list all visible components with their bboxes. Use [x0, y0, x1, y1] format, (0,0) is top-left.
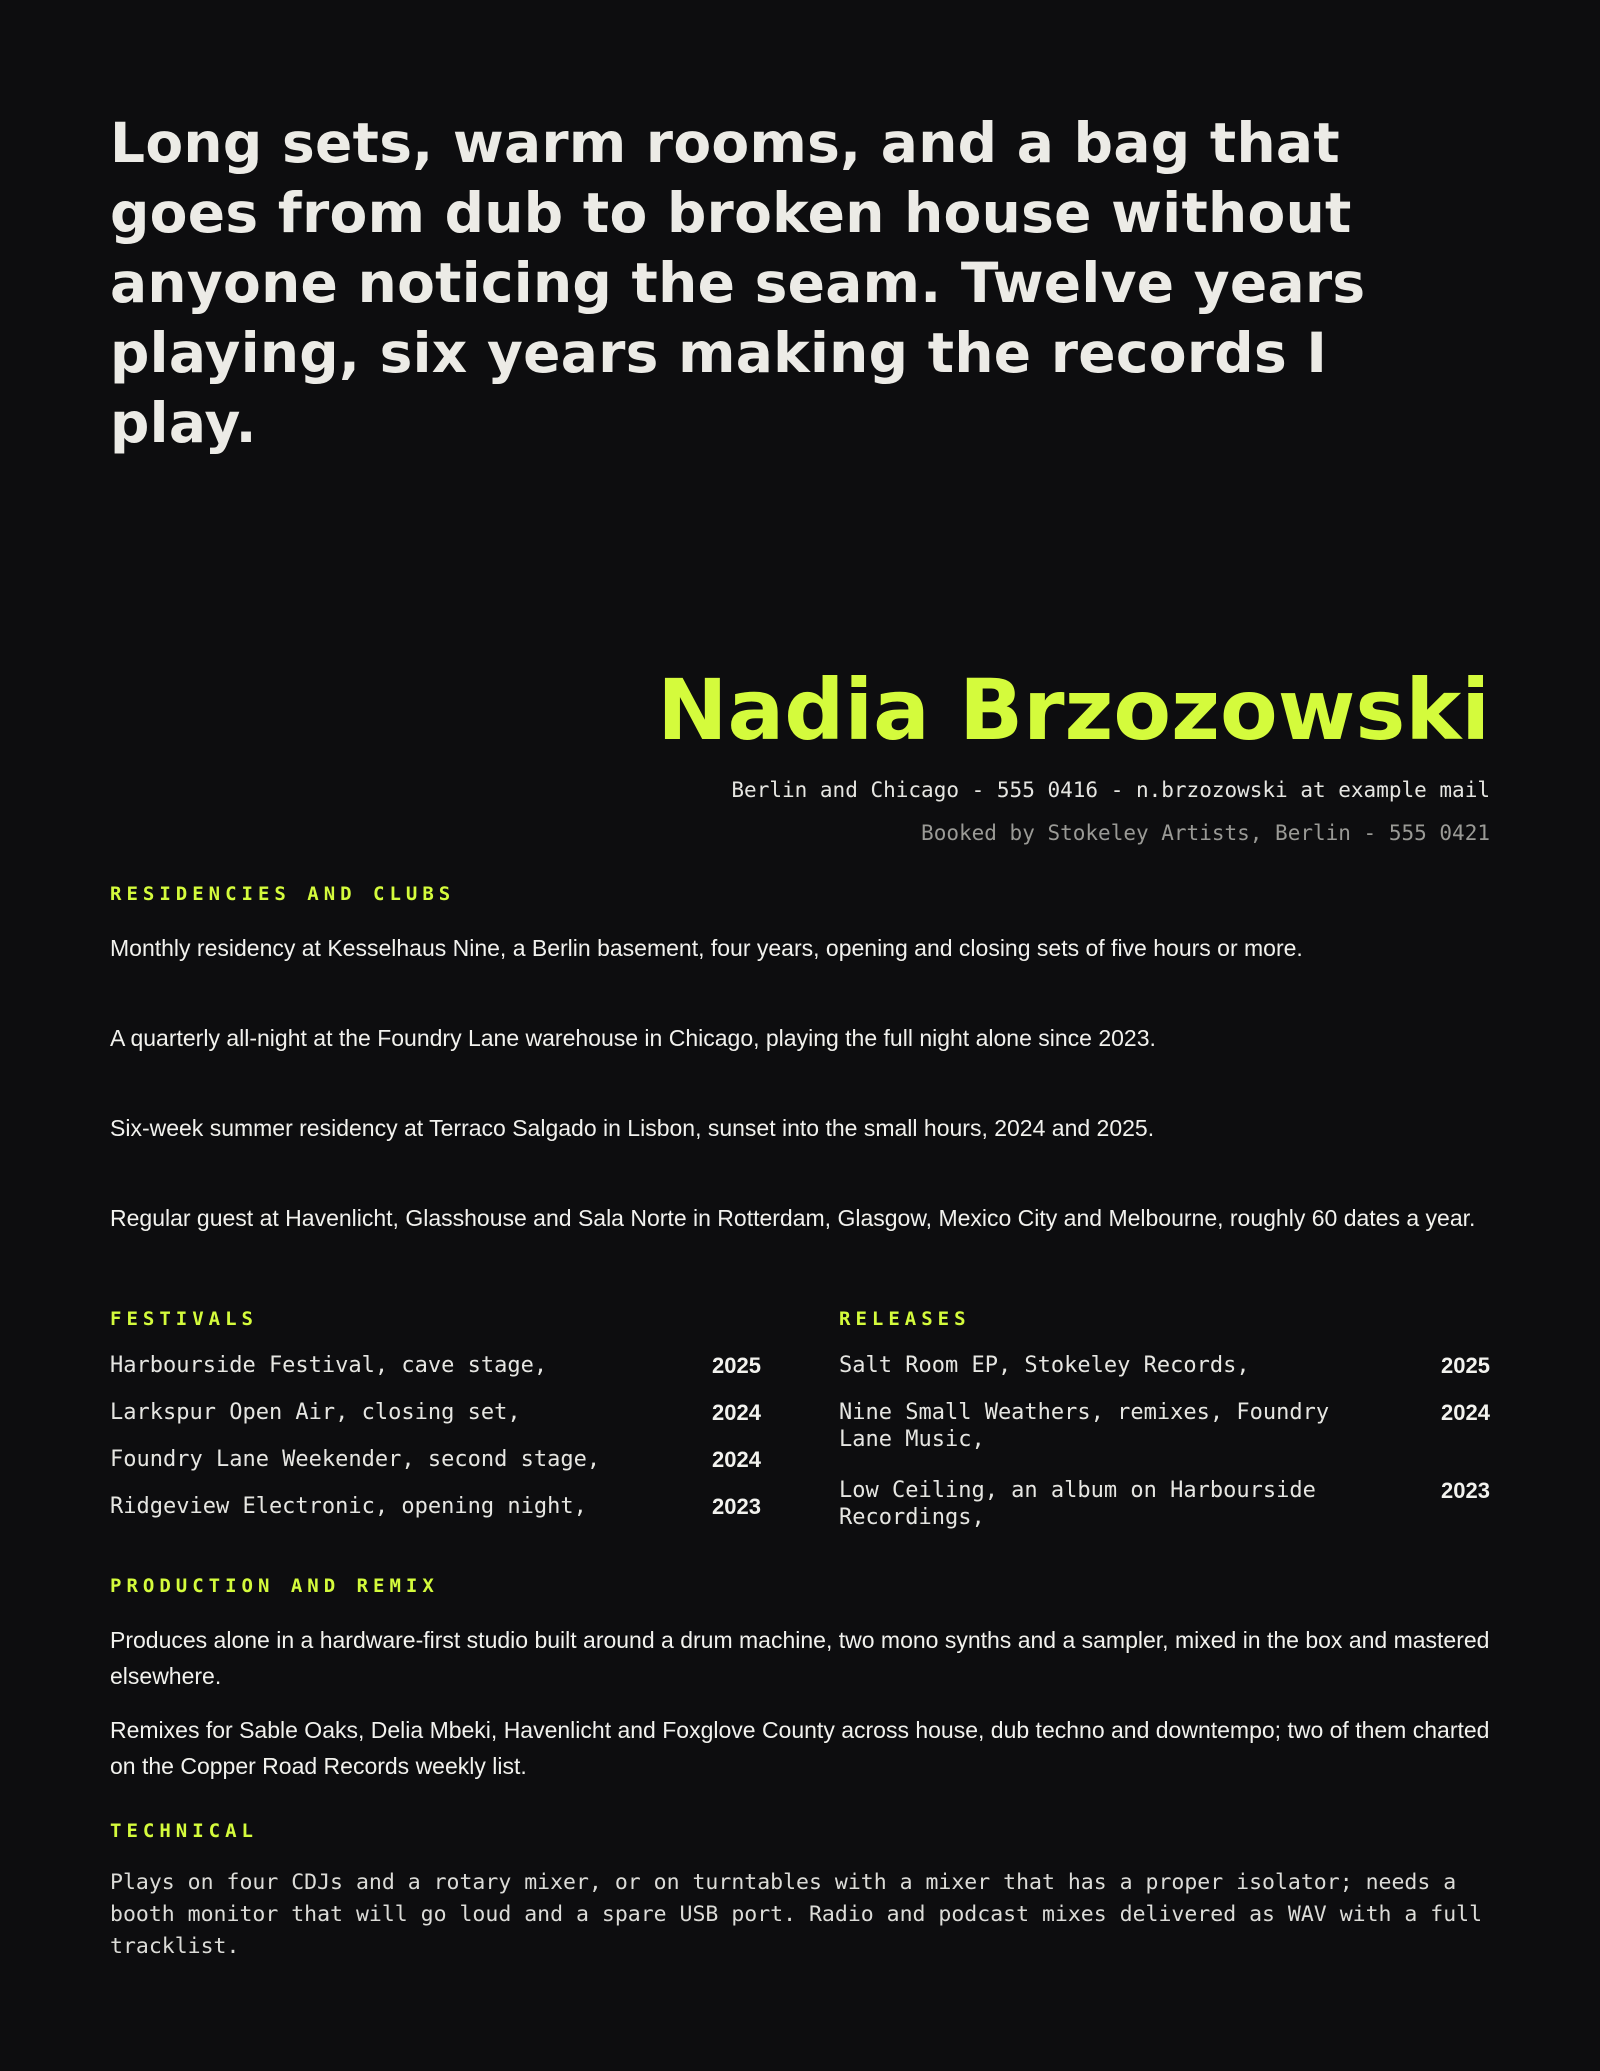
section-label-releases: RELEASES — [839, 1308, 971, 1330]
residency-item: Regular guest at Havenlicht, Glasshouse and Sala Norte in Rotterdam, Glasgow, Mexico City and Melbourne, roughly 60 dates a year. — [110, 1205, 1476, 1231]
production-item: Remixes for Sable Oaks, Delia Mbeki, Havenlicht and Foxglove County across house, dub techno and downtempo; two of them charted on the Copper Road Records weekly list. — [110, 1717, 1490, 1779]
festival-year: 2023 — [712, 1494, 761, 1519]
festival-entry — [110, 1399, 761, 1426]
release-title: Salt Room EP, Stokeley Records, — [839, 1353, 1250, 1378]
festival-year: 2025 — [712, 1353, 761, 1378]
intro-statement: Long sets, warm rooms, and a bag that goes from dub to broken house without anyone noticing the seam. Twelve years playing, six years making the records I play. — [110, 111, 1366, 455]
header — [110, 655, 1490, 846]
festival-entry — [110, 1352, 761, 1379]
release-year: 2025 — [1441, 1353, 1490, 1378]
release-year: 2023 — [1441, 1478, 1490, 1503]
production-item: Produces alone in a hardware-first studio built around a drum machine, two mono synths and a sampler, mixed in the box and mastered elsewhere. — [110, 1627, 1490, 1689]
contact-line: Berlin and Chicago - 555 0416 - n.brzozowski at example mail — [731, 778, 1490, 802]
release-title: Nine Small Weathers, remixes, Foundry Lane Music, — [839, 1400, 1330, 1452]
release-title: Low Ceiling, an album on Harbourside Recordings, — [839, 1478, 1316, 1530]
release-entry — [839, 1477, 1490, 1531]
residency-item: A quarterly all-night at the Foundry Lane warehouse in Chicago, playing the full night alone since 2023. — [110, 1025, 1156, 1051]
artist-name: Nadia Brzozowski — [657, 661, 1490, 759]
release-entry — [839, 1352, 1490, 1379]
festival-name: Ridgeview Electronic, opening night, — [110, 1494, 587, 1519]
technical-text: Plays on four CDJs and a rotary mixer, or on turntables with a mixer that has a proper isolator; needs a booth monitor that will go loud and a spare USB port. Radio and podcast mixes delivered as WAV with a full tracklist. — [110, 1870, 1483, 1959]
booking-line: Booked by Stokeley Artists, Berlin - 555 0421 — [921, 821, 1490, 845]
release-year: 2024 — [1441, 1400, 1490, 1425]
release-entry — [839, 1399, 1490, 1453]
festival-year: 2024 — [712, 1400, 761, 1425]
festival-entry — [110, 1446, 761, 1473]
section-label-residencies: RESIDENCIES AND CLUBS — [110, 883, 456, 905]
festival-year: 2024 — [712, 1447, 761, 1472]
residency-item: Monthly residency at Kesselhaus Nine, a Berlin basement, four years, opening and closing sets of five hours or more. — [110, 935, 1303, 961]
festival-name: Foundry Lane Weekender, second stage, — [110, 1447, 601, 1472]
festival-entry — [110, 1493, 761, 1520]
festival-name: Harbourside Festival, cave stage, — [110, 1353, 548, 1378]
section-label-production: PRODUCTION AND REMIX — [110, 1575, 439, 1597]
residency-item: Six-week summer residency at Terraco Salgado in Lisbon, sunset into the small hours, 2024 and 2025. — [110, 1115, 1155, 1141]
section-label-technical: TECHNICAL — [110, 1820, 258, 1842]
section-label-festivals: FESTIVALS — [110, 1308, 258, 1330]
festival-name: Larkspur Open Air, closing set, — [110, 1400, 521, 1425]
